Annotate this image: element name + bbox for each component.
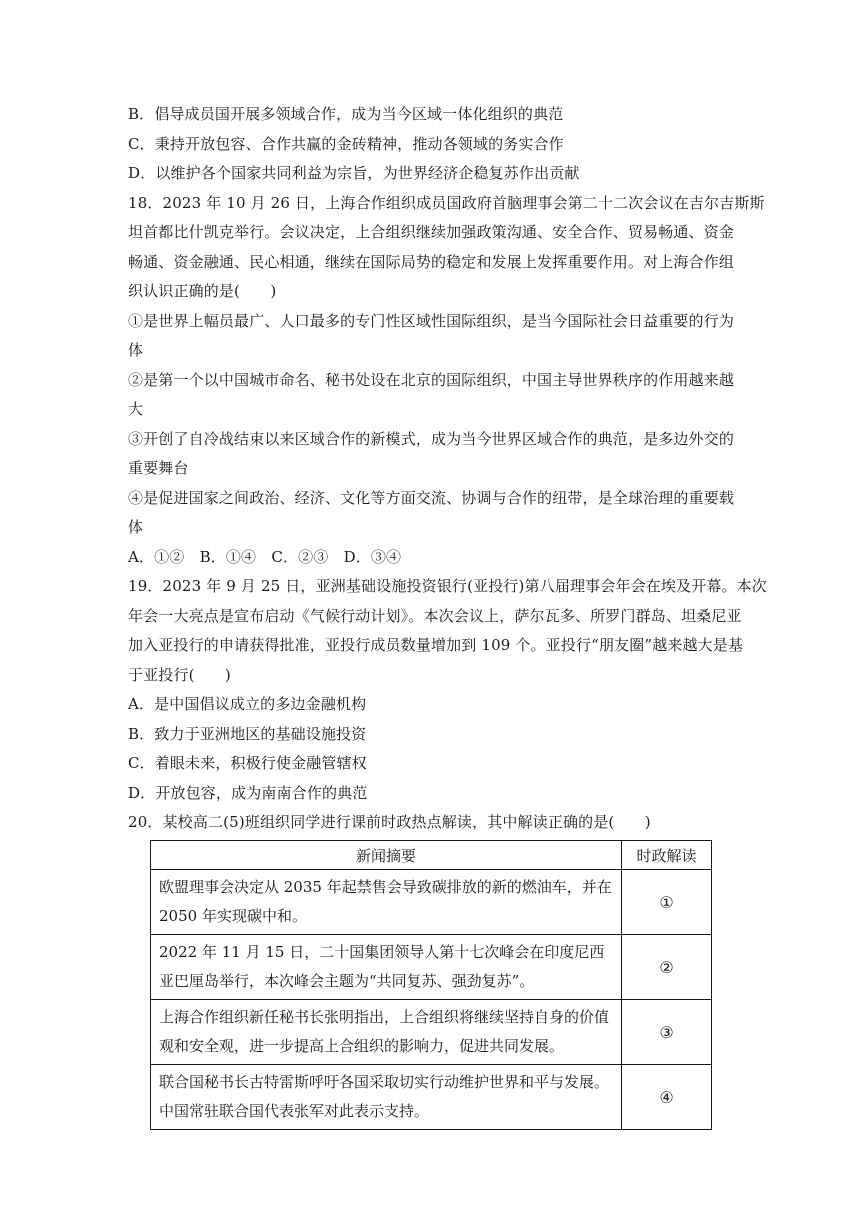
table-row (151, 1065, 712, 1130)
question-18-line-2: 坦首都比什凯克举行。会议决定，上合组织继续加强政策沟通、安全合作、贸易畅通、资金 (128, 223, 735, 241)
table-row (151, 935, 712, 1000)
option-19-b: B．致力于亚洲地区的基础设施投资 (128, 724, 367, 743)
table-row (151, 870, 712, 935)
interpretation-marker: ③ (622, 1000, 712, 1065)
option-17-c: C．秉持开放包容、合作共赢的金砖精神，推动各领域的务实合作 (128, 134, 564, 153)
news-summary-cell: 欧盟理事会决定从 2035 年起禁售会导致碳排放的新的燃油车，并在 2050 年实现碳中和。 (151, 870, 622, 935)
statement-18-1-line-2: 体 (128, 341, 144, 359)
question-19-line-4: 于亚投行( ) (128, 665, 231, 684)
statement-18-4-line-2: 体 (128, 518, 144, 536)
header-news-summary: 新闻摘要 (151, 841, 622, 870)
statement-18-2-line-1: ②是第一个以中国城市命名、秘书处设在北京的国际组织，中国主导世界秩序的作用越来越 (128, 370, 735, 389)
option-19-d: D．开放包容，成为南南合作的典范 (128, 783, 368, 802)
interpretation-marker: ④ (622, 1065, 712, 1130)
interpretation-marker: ② (622, 935, 712, 1000)
question-18-line-4: 织认识正确的是( ) (128, 282, 277, 300)
interpretation-marker: ① (622, 870, 712, 935)
news-summary-cell: 联合国秘书长古特雷斯呼吁各国采取切实行动维护世界和平与发展。中国常驻联合国代表张军对此表示支持。 (151, 1065, 622, 1130)
answer-options-18: A．①② B．①④ C．②③ D．③④ (128, 547, 402, 566)
option-17-b: B．倡导成员国开展多领域合作，成为当今区域一体化组织的典范 (128, 105, 564, 123)
news-summary-cell: 2022 年 11 月 15 日，二十国集团领导人第十七次峰会在印度尼西亚巴厘岛举行，本次峰会主题为“共同复苏、强劲复苏”。 (151, 935, 622, 1000)
header-interpretation: 时政解读 (622, 841, 712, 870)
question-18-line-1: 18．2023 年 10 月 26 日，上海合作组织成员国政府首脑理事会第二十二次会议在吉尔吉斯斯 (128, 193, 765, 212)
option-17-d: D．以维护各个国家共同利益为宗旨，为世界经济企稳复苏作出贡献 (128, 164, 580, 182)
question-19-line-2: 年会一大亮点是宣布启动《气候行动计划》。本次会议上，萨尔瓦多、所罗门群岛、坦桑尼亚 (128, 606, 742, 625)
news-summary-cell: 上海合作组织新任秘书长张明指出，上合组织将继续坚持自身的价值观和安全观，进一步提高上合组织的影响力，促进共同发展。 (151, 1000, 622, 1065)
question-19-line-1: 19．2023 年 9 月 25 日，亚洲基础设施投资银行(亚投行)第八届理事会年会在埃及开幕。本次 (128, 577, 767, 595)
question-18-line-3: 畅通、资金融通、民心相通，继续在国际局势的稳定和发展上发挥重要作用。对上海合作组 (128, 252, 735, 271)
statement-18-3-line-1: ③开创了自冷战结束以来区域合作的新模式，成为当今世界区域合作的典范，是多边外交的 (128, 429, 735, 448)
question-20-stem: 20．某校高二(5)班组织同学进行课前时政热点解读，其中解读正确的是( ) (128, 813, 651, 831)
news-interpretation-table (150, 840, 712, 1130)
statement-18-3-line-2: 重要舞台 (128, 459, 189, 477)
statement-18-1-line-1: ①是世界上幅员最广、人口最多的专门性区域性国际组织，是当今国际社会日益重要的行为 (128, 311, 735, 330)
statement-18-4-line-1: ④是促进国家之间政治、经济、文化等方面交流、协调与合作的纽带，是全球治理的重要载 (128, 488, 735, 507)
table-row (151, 1000, 712, 1065)
question-19-line-3: 加入亚投行的申请获得批准，亚投行成员数量增加到 109 个。亚投行“朋友圈”越来越大是基 (128, 636, 744, 654)
statement-18-2-line-2: 大 (128, 400, 144, 418)
table-header-row (151, 841, 712, 870)
question-text-block (128, 100, 767, 838)
option-19-a: A．是中国倡议成立的多边金融机构 (128, 695, 367, 713)
option-19-c: C．着眼未来，积极行使金融管辖权 (128, 754, 367, 772)
